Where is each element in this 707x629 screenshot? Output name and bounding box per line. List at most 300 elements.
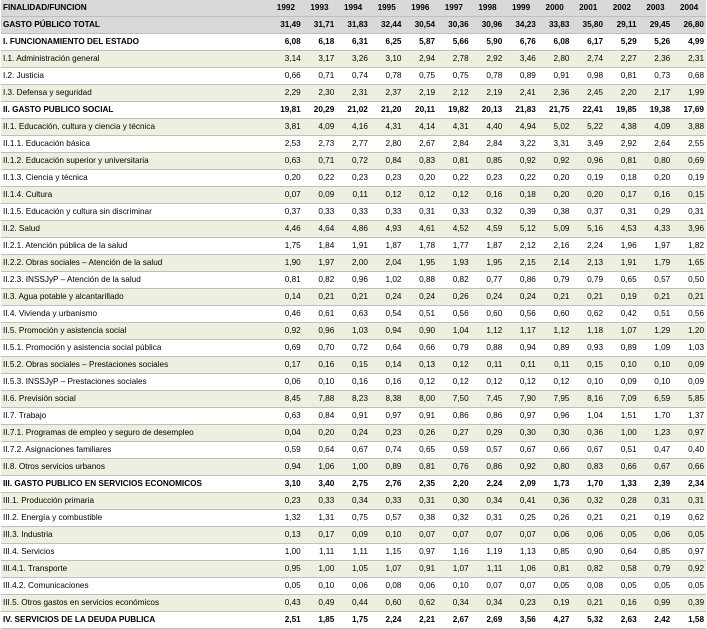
value-cell: 1,17: [504, 323, 538, 340]
value-cell: 0,21: [571, 510, 605, 527]
row-label: II.1. Educación, cultura y ciencia y técnica: [1, 119, 269, 136]
value-cell: 0,72: [336, 153, 370, 170]
total-row: [1, 17, 706, 34]
value-cell: 0,82: [303, 272, 337, 289]
value-cell: 0,30: [437, 493, 471, 510]
value-cell: 2,41: [504, 85, 538, 102]
table-row: [1, 68, 706, 85]
value-cell: 1,15: [370, 544, 404, 561]
value-cell: 2,42: [639, 612, 673, 629]
value-cell: 26,80: [672, 17, 706, 34]
value-cell: 0,96: [538, 408, 572, 425]
value-cell: 0,97: [672, 425, 706, 442]
row-label: II.5.1. Promoción y asistencia social pública: [1, 340, 269, 357]
value-cell: 0,49: [303, 595, 337, 612]
value-cell: 0,06: [571, 527, 605, 544]
value-cell: 0,19: [605, 289, 639, 306]
row-label: II.2.1. Atención pública de la salud: [1, 238, 269, 255]
value-cell: 0,34: [471, 493, 505, 510]
value-cell: 4,31: [437, 119, 471, 136]
value-cell: 1,00: [336, 459, 370, 476]
value-cell: 0,30: [504, 425, 538, 442]
value-cell: 0,80: [538, 459, 572, 476]
value-cell: 0,28: [605, 493, 639, 510]
value-cell: 4,46: [269, 221, 303, 238]
value-cell: 3,81: [269, 119, 303, 136]
value-cell: 0,79: [538, 272, 572, 289]
value-cell: 0,10: [639, 357, 673, 374]
value-cell: 2,30: [303, 85, 337, 102]
value-cell: 0,11: [336, 187, 370, 204]
column-header-year: 1995: [370, 0, 404, 17]
row-label: II.1.2. Educación superior y universitaria: [1, 153, 269, 170]
value-cell: 1,04: [571, 408, 605, 425]
value-cell: 5,85: [672, 391, 706, 408]
row-label: II.4. Vivienda y urbanismo: [1, 306, 269, 323]
value-cell: 1,37: [672, 408, 706, 425]
value-cell: 0,05: [639, 578, 673, 595]
value-cell: 0,12: [504, 374, 538, 391]
value-cell: 0,86: [504, 272, 538, 289]
table-row: [1, 493, 706, 510]
value-cell: 1,06: [504, 561, 538, 578]
value-cell: 0,92: [504, 153, 538, 170]
value-cell: 8,16: [571, 391, 605, 408]
value-cell: 0,15: [336, 357, 370, 374]
value-cell: 0,66: [672, 459, 706, 476]
value-cell: 0,56: [672, 306, 706, 323]
table-row: [1, 595, 706, 612]
value-cell: 0,91: [336, 408, 370, 425]
value-cell: 0,10: [571, 374, 605, 391]
value-cell: 0,78: [370, 68, 404, 85]
value-cell: 0,24: [504, 289, 538, 306]
value-cell: 2,80: [538, 51, 572, 68]
value-cell: 0,84: [303, 408, 337, 425]
value-cell: 2,37: [370, 85, 404, 102]
row-label: II.1.3. Ciencia y técnica: [1, 170, 269, 187]
value-cell: 0,07: [403, 527, 437, 544]
value-cell: 0,80: [639, 153, 673, 170]
row-label: II.2.2. Obras sociales – Atención de la salud: [1, 255, 269, 272]
row-label: II.3. Agua potable y alcantarillado: [1, 289, 269, 306]
value-cell: 2,53: [269, 136, 303, 153]
value-cell: 0,64: [370, 340, 404, 357]
value-cell: 0,12: [370, 187, 404, 204]
value-cell: 2,94: [403, 51, 437, 68]
table-row: [1, 170, 706, 187]
value-cell: 0,05: [605, 578, 639, 595]
value-cell: 0,38: [538, 204, 572, 221]
value-cell: 0,69: [269, 340, 303, 357]
value-cell: 0,09: [605, 374, 639, 391]
value-cell: 31,83: [336, 17, 370, 34]
value-cell: 0,27: [437, 425, 471, 442]
table-row: [1, 204, 706, 221]
value-cell: 20,29: [303, 102, 337, 119]
value-cell: 0,14: [370, 357, 404, 374]
value-cell: 0,30: [538, 425, 572, 442]
value-cell: 0,63: [269, 153, 303, 170]
value-cell: 4,38: [605, 119, 639, 136]
value-cell: 2,09: [504, 476, 538, 493]
value-cell: 0,96: [571, 153, 605, 170]
value-cell: 0,64: [303, 442, 337, 459]
value-cell: 3,14: [269, 51, 303, 68]
value-cell: 1,20: [672, 323, 706, 340]
value-cell: 0,42: [605, 306, 639, 323]
value-cell: 1,84: [303, 238, 337, 255]
value-cell: 0,26: [403, 425, 437, 442]
value-cell: 0,20: [303, 425, 337, 442]
value-cell: 0,32: [437, 510, 471, 527]
value-cell: 0,24: [336, 425, 370, 442]
value-cell: 2,63: [605, 612, 639, 629]
table-row: [1, 272, 706, 289]
value-cell: 0,12: [538, 374, 572, 391]
value-cell: 8,23: [336, 391, 370, 408]
value-cell: 0,21: [538, 289, 572, 306]
value-cell: 3,10: [370, 51, 404, 68]
value-cell: 0,14: [269, 289, 303, 306]
table-row: [1, 561, 706, 578]
value-cell: 34,23: [504, 17, 538, 34]
table-row: [1, 34, 706, 51]
value-cell: 0,25: [504, 510, 538, 527]
table-row: [1, 238, 706, 255]
value-cell: 0,04: [269, 425, 303, 442]
column-header-year: 2000: [538, 0, 572, 17]
value-cell: 21,02: [336, 102, 370, 119]
value-cell: 0,89: [605, 340, 639, 357]
value-cell: 0,66: [538, 442, 572, 459]
value-cell: 5,22: [571, 119, 605, 136]
table-row: [1, 136, 706, 153]
value-cell: 1,82: [672, 238, 706, 255]
row-label: II.1.1. Educación básica: [1, 136, 269, 153]
value-cell: 0,05: [672, 527, 706, 544]
value-cell: 0,60: [538, 306, 572, 323]
value-cell: 0,79: [437, 340, 471, 357]
value-cell: 0,18: [605, 170, 639, 187]
value-cell: 19,38: [639, 102, 673, 119]
value-cell: 3,46: [504, 51, 538, 68]
value-cell: 5,87: [403, 34, 437, 51]
value-cell: 1,33: [605, 476, 639, 493]
value-cell: 32,44: [370, 17, 404, 34]
value-cell: 0,75: [336, 510, 370, 527]
value-cell: 6,17: [571, 34, 605, 51]
value-cell: 19,81: [269, 102, 303, 119]
value-cell: 4,40: [471, 119, 505, 136]
value-cell: 6,76: [504, 34, 538, 51]
value-cell: 1,75: [336, 612, 370, 629]
value-cell: 1,65: [672, 255, 706, 272]
row-label: III.1. Producción primaria: [1, 493, 269, 510]
value-cell: 30,96: [471, 17, 505, 34]
value-cell: 0,62: [672, 510, 706, 527]
value-cell: 2,92: [605, 136, 639, 153]
column-header-year: 2004: [672, 0, 706, 17]
value-cell: 0,86: [471, 408, 505, 425]
value-cell: 0,93: [571, 340, 605, 357]
value-cell: 3,26: [336, 51, 370, 68]
row-label: II.2.3. INSSJyP – Atención de la salud: [1, 272, 269, 289]
table-row: [1, 374, 706, 391]
value-cell: 30,36: [437, 17, 471, 34]
value-cell: 31,71: [303, 17, 337, 34]
value-cell: 0,31: [639, 493, 673, 510]
value-cell: 0,81: [605, 153, 639, 170]
row-label: II.5.3. INSSJyP – Prestaciones sociales: [1, 374, 269, 391]
value-cell: 0,79: [639, 561, 673, 578]
value-cell: 0,06: [403, 578, 437, 595]
value-cell: 2,78: [437, 51, 471, 68]
value-cell: 1,90: [269, 255, 303, 272]
value-cell: 0,31: [403, 204, 437, 221]
value-cell: 7,09: [605, 391, 639, 408]
table-row: [1, 153, 706, 170]
value-cell: 19,85: [605, 102, 639, 119]
row-label: II.5.2. Obras sociales – Prestaciones sociales: [1, 357, 269, 374]
value-cell: 0,06: [269, 374, 303, 391]
value-cell: 0,85: [471, 153, 505, 170]
value-cell: 2,31: [672, 51, 706, 68]
value-cell: 0,37: [571, 204, 605, 221]
value-cell: 0,72: [336, 340, 370, 357]
value-cell: 5,66: [437, 34, 471, 51]
value-cell: 0,29: [471, 425, 505, 442]
value-cell: 1,78: [403, 238, 437, 255]
value-cell: 2,45: [571, 85, 605, 102]
value-cell: 2,24: [571, 238, 605, 255]
value-cell: 2,35: [403, 476, 437, 493]
value-cell: 0,83: [403, 153, 437, 170]
value-cell: 35,80: [571, 17, 605, 34]
table-row: [1, 442, 706, 459]
value-cell: 0,59: [269, 442, 303, 459]
value-cell: 0,67: [639, 459, 673, 476]
value-cell: 33,83: [538, 17, 572, 34]
value-cell: 0,65: [605, 272, 639, 289]
value-cell: 0,08: [571, 578, 605, 595]
value-cell: 1,00: [269, 544, 303, 561]
value-cell: 0,71: [303, 68, 337, 85]
value-cell: 3,31: [538, 136, 572, 153]
value-cell: 0,16: [336, 374, 370, 391]
value-cell: 1,58: [672, 612, 706, 629]
value-cell: 0,54: [370, 306, 404, 323]
value-cell: 3,10: [269, 476, 303, 493]
value-cell: 0,75: [437, 68, 471, 85]
value-cell: 1,96: [605, 238, 639, 255]
value-cell: 0,46: [269, 306, 303, 323]
value-cell: 0,81: [538, 561, 572, 578]
value-cell: 4,93: [370, 221, 404, 238]
table-row: [1, 391, 706, 408]
value-cell: 0,90: [571, 544, 605, 561]
value-cell: 4,59: [471, 221, 505, 238]
table-row: [1, 612, 706, 629]
value-cell: 2,29: [269, 85, 303, 102]
value-cell: 0,59: [437, 442, 471, 459]
value-cell: 0,89: [538, 340, 572, 357]
value-cell: 5,16: [571, 221, 605, 238]
column-header-year: 1994: [336, 0, 370, 17]
value-cell: 1,11: [336, 544, 370, 561]
value-cell: 0,82: [571, 561, 605, 578]
value-cell: 21,20: [370, 102, 404, 119]
value-cell: 1,51: [605, 408, 639, 425]
value-cell: 0,10: [639, 374, 673, 391]
value-cell: 1,31: [303, 510, 337, 527]
value-cell: 0,94: [370, 323, 404, 340]
value-cell: 0,82: [437, 272, 471, 289]
value-cell: 1,11: [471, 561, 505, 578]
table-row: [1, 578, 706, 595]
value-cell: 0,05: [605, 527, 639, 544]
value-cell: 1,99: [672, 85, 706, 102]
value-cell: 1,07: [437, 561, 471, 578]
value-cell: 0,47: [639, 442, 673, 459]
value-cell: 0,23: [471, 170, 505, 187]
value-cell: 0,19: [639, 510, 673, 527]
value-cell: 2,67: [437, 612, 471, 629]
value-cell: 0,68: [672, 68, 706, 85]
value-cell: 20,11: [403, 102, 437, 119]
value-cell: 0,33: [370, 204, 404, 221]
value-cell: 0,12: [437, 357, 471, 374]
value-cell: 7,88: [303, 391, 337, 408]
value-cell: 2,74: [571, 51, 605, 68]
value-cell: 0,17: [269, 357, 303, 374]
value-cell: 0,74: [336, 68, 370, 85]
value-cell: 2,24: [370, 612, 404, 629]
value-cell: 0,73: [639, 68, 673, 85]
value-cell: 0,92: [269, 323, 303, 340]
value-cell: 1,91: [605, 255, 639, 272]
value-cell: 6,59: [639, 391, 673, 408]
value-cell: 1,91: [336, 238, 370, 255]
value-cell: 4,16: [336, 119, 370, 136]
value-cell: 0,16: [605, 595, 639, 612]
value-cell: 0,81: [605, 68, 639, 85]
value-cell: 29,45: [639, 17, 673, 34]
value-cell: 0,89: [370, 459, 404, 476]
value-cell: 0,83: [571, 459, 605, 476]
value-cell: 8,00: [403, 391, 437, 408]
value-cell: 0,24: [370, 289, 404, 306]
table-row: [1, 425, 706, 442]
value-cell: 0,77: [471, 272, 505, 289]
value-cell: 0,51: [403, 306, 437, 323]
column-header-year: 2002: [605, 0, 639, 17]
table-row: [1, 221, 706, 238]
value-cell: 0,60: [471, 306, 505, 323]
value-cell: 0,99: [639, 595, 673, 612]
value-cell: 0,34: [336, 493, 370, 510]
value-cell: 0,96: [336, 272, 370, 289]
value-cell: 1,95: [471, 255, 505, 272]
value-cell: 0,81: [437, 153, 471, 170]
value-cell: 4,14: [403, 119, 437, 136]
value-cell: 4,09: [639, 119, 673, 136]
value-cell: 0,76: [437, 459, 471, 476]
row-label: II.1.4. Cultura: [1, 187, 269, 204]
value-cell: 0,57: [639, 272, 673, 289]
value-cell: 0,29: [639, 204, 673, 221]
value-cell: 0,22: [303, 170, 337, 187]
value-cell: 0,31: [672, 493, 706, 510]
value-cell: 0,88: [471, 340, 505, 357]
value-cell: 3,49: [571, 136, 605, 153]
value-cell: 6,31: [336, 34, 370, 51]
value-cell: 7,50: [437, 391, 471, 408]
value-cell: 0,19: [571, 170, 605, 187]
value-cell: 0,09: [672, 357, 706, 374]
value-cell: 0,24: [403, 289, 437, 306]
value-cell: 1,85: [303, 612, 337, 629]
value-cell: 0,92: [672, 561, 706, 578]
row-label: III. GASTO PUBLICO EN SERVICIOS ECONOMICOS: [1, 476, 269, 493]
value-cell: 0,78: [471, 68, 505, 85]
table-row: [1, 544, 706, 561]
table-row: [1, 51, 706, 68]
row-label: III.5. Otros gastos en servicios económicos: [1, 595, 269, 612]
value-cell: 1,03: [672, 340, 706, 357]
value-cell: 0,63: [269, 408, 303, 425]
value-cell: 1,97: [303, 255, 337, 272]
value-cell: 0,39: [504, 204, 538, 221]
value-cell: 6,25: [370, 34, 404, 51]
value-cell: 2,20: [437, 476, 471, 493]
column-header-year: 1999: [504, 0, 538, 17]
table-row: [1, 340, 706, 357]
value-cell: 1,09: [639, 340, 673, 357]
value-cell: 20,13: [471, 102, 505, 119]
value-cell: 1,04: [437, 323, 471, 340]
value-cell: 0,34: [471, 595, 505, 612]
value-cell: 5,09: [538, 221, 572, 238]
column-header-year: 1996: [403, 0, 437, 17]
value-cell: 1,12: [471, 323, 505, 340]
value-cell: 0,31: [672, 204, 706, 221]
public-spending-table: [1, 0, 706, 629]
value-cell: 2,00: [336, 255, 370, 272]
value-cell: 0,66: [269, 68, 303, 85]
value-cell: 2,55: [672, 136, 706, 153]
value-cell: 0,79: [571, 272, 605, 289]
value-cell: 0,33: [370, 493, 404, 510]
value-cell: 0,96: [303, 323, 337, 340]
value-cell: 0,39: [672, 595, 706, 612]
value-cell: 1,16: [437, 544, 471, 561]
value-cell: 2,21: [403, 612, 437, 629]
row-label: III.4.1. Transporte: [1, 561, 269, 578]
value-cell: 0,23: [370, 425, 404, 442]
value-cell: 0,66: [605, 459, 639, 476]
value-cell: 1,93: [437, 255, 471, 272]
value-cell: 2,12: [437, 85, 471, 102]
table-row: [1, 408, 706, 425]
value-cell: 0,61: [303, 306, 337, 323]
value-cell: 0,13: [269, 527, 303, 544]
value-cell: 22,41: [571, 102, 605, 119]
value-cell: 1,12: [538, 323, 572, 340]
value-cell: 4,53: [605, 221, 639, 238]
value-cell: 1,32: [269, 510, 303, 527]
table-row: [1, 289, 706, 306]
